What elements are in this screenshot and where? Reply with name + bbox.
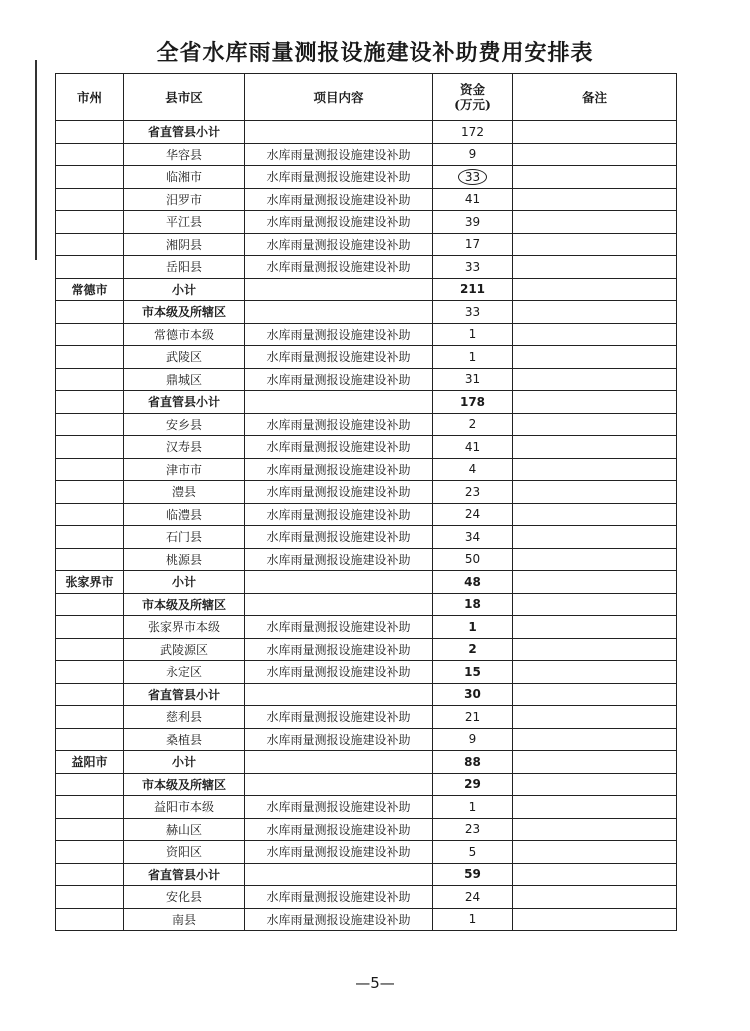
table-row xyxy=(56,413,677,436)
cell-project: 水库雨量测报设施建设补助 xyxy=(245,728,433,751)
table-row xyxy=(56,886,677,909)
cell-county: 华容县 xyxy=(124,143,245,166)
cell-county: 汨罗市 xyxy=(124,188,245,211)
cell-county: 省直管县小计 xyxy=(124,121,245,144)
cell-project: 水库雨量测报设施建设补助 xyxy=(245,323,433,346)
header-amount-line2: (万元) xyxy=(454,97,491,112)
cell-remark xyxy=(513,346,677,369)
cell-amount: 48 xyxy=(433,571,513,594)
header-city: 市州 xyxy=(56,74,124,121)
cell-city: 常德市 xyxy=(56,278,124,301)
table-row xyxy=(56,526,677,549)
cell-project: 水库雨量测报设施建设补助 xyxy=(245,346,433,369)
cell-amount: 59 xyxy=(433,863,513,886)
cell-project: 水库雨量测报设施建设补助 xyxy=(245,188,433,211)
cell-project xyxy=(245,683,433,706)
cell-city xyxy=(56,143,124,166)
cell-city xyxy=(56,256,124,279)
cell-project xyxy=(245,863,433,886)
table-row xyxy=(56,661,677,684)
cell-amount: 1 xyxy=(433,323,513,346)
cell-city xyxy=(56,301,124,324)
table-row xyxy=(56,728,677,751)
cell-city xyxy=(56,638,124,661)
circled-amount: 33 xyxy=(458,169,487,185)
cell-project xyxy=(245,593,433,616)
cell-project: 水库雨量测报设施建设补助 xyxy=(245,143,433,166)
table-row xyxy=(56,458,677,481)
cell-city xyxy=(56,773,124,796)
cell-city xyxy=(56,616,124,639)
cell-county: 武陵区 xyxy=(124,346,245,369)
cell-county: 南县 xyxy=(124,908,245,931)
table-row xyxy=(56,503,677,526)
table-row xyxy=(56,278,677,301)
table-row xyxy=(56,233,677,256)
scan-margin-mark xyxy=(35,60,37,260)
cell-remark xyxy=(513,571,677,594)
cell-city xyxy=(56,886,124,909)
table-body xyxy=(56,121,677,931)
table-row xyxy=(56,706,677,729)
cell-county: 赫山区 xyxy=(124,818,245,841)
table-row xyxy=(56,616,677,639)
cell-project: 水库雨量测报设施建设补助 xyxy=(245,481,433,504)
cell-city xyxy=(56,368,124,391)
cell-remark xyxy=(513,863,677,886)
cell-county: 常德市本级 xyxy=(124,323,245,346)
cell-city xyxy=(56,818,124,841)
cell-project: 水库雨量测报设施建设补助 xyxy=(245,886,433,909)
cell-city xyxy=(56,503,124,526)
cell-amount: 30 xyxy=(433,683,513,706)
cell-remark xyxy=(513,661,677,684)
cell-county: 慈利县 xyxy=(124,706,245,729)
cell-project: 水库雨量测报设施建设补助 xyxy=(245,458,433,481)
table-row xyxy=(56,211,677,234)
cell-city xyxy=(56,526,124,549)
cell-remark xyxy=(513,728,677,751)
cell-city xyxy=(56,908,124,931)
cell-amount: 9 xyxy=(433,728,513,751)
cell-amount: 33 xyxy=(433,301,513,324)
cell-remark xyxy=(513,188,677,211)
cell-project: 水库雨量测报设施建设补助 xyxy=(245,661,433,684)
table-row xyxy=(56,256,677,279)
cell-remark xyxy=(513,458,677,481)
cell-remark xyxy=(513,751,677,774)
cell-remark xyxy=(513,233,677,256)
cell-amount: 24 xyxy=(433,503,513,526)
cell-amount: 29 xyxy=(433,773,513,796)
cell-county: 澧县 xyxy=(124,481,245,504)
cell-city xyxy=(56,593,124,616)
cell-project: 水库雨量测报设施建设补助 xyxy=(245,796,433,819)
cell-project: 水库雨量测报设施建设补助 xyxy=(245,233,433,256)
cell-remark xyxy=(513,841,677,864)
cell-county: 鼎城区 xyxy=(124,368,245,391)
cell-county: 临澧县 xyxy=(124,503,245,526)
cell-project xyxy=(245,773,433,796)
cell-amount: 9 xyxy=(433,143,513,166)
cell-amount: 33 xyxy=(433,256,513,279)
cell-city xyxy=(56,706,124,729)
cell-city xyxy=(56,346,124,369)
cell-amount: 4 xyxy=(433,458,513,481)
header-amount xyxy=(433,74,513,121)
cell-project xyxy=(245,301,433,324)
table-row xyxy=(56,593,677,616)
table-row xyxy=(56,841,677,864)
cell-remark xyxy=(513,436,677,459)
cell-project: 水库雨量测报设施建设补助 xyxy=(245,841,433,864)
cell-city xyxy=(56,796,124,819)
header-county: 县市区 xyxy=(124,74,245,121)
cell-county: 临湘市 xyxy=(124,166,245,189)
cell-city xyxy=(56,323,124,346)
cell-project xyxy=(245,121,433,144)
table-row xyxy=(56,548,677,571)
cell-amount: 39 xyxy=(433,211,513,234)
table-row xyxy=(56,346,677,369)
cell-amount: 18 xyxy=(433,593,513,616)
cell-remark xyxy=(513,413,677,436)
cell-amount: 17 xyxy=(433,233,513,256)
cell-remark xyxy=(513,278,677,301)
cell-city xyxy=(56,166,124,189)
cell-remark xyxy=(513,593,677,616)
table-row xyxy=(56,188,677,211)
cell-city xyxy=(56,728,124,751)
cell-remark xyxy=(513,796,677,819)
cell-remark xyxy=(513,143,677,166)
cell-amount: 41 xyxy=(433,436,513,459)
cell-county: 永定区 xyxy=(124,661,245,684)
cell-amount: 1 xyxy=(433,796,513,819)
cell-county: 小计 xyxy=(124,751,245,774)
cell-project: 水库雨量测报设施建设补助 xyxy=(245,368,433,391)
cell-amount: 34 xyxy=(433,526,513,549)
cell-remark xyxy=(513,211,677,234)
table-row xyxy=(56,481,677,504)
cell-project: 水库雨量测报设施建设补助 xyxy=(245,413,433,436)
table-row xyxy=(56,121,677,144)
cell-remark xyxy=(513,391,677,414)
cell-remark xyxy=(513,526,677,549)
cell-amount: 15 xyxy=(433,661,513,684)
cell-remark xyxy=(513,121,677,144)
header-remark: 备注 xyxy=(513,74,677,121)
cell-remark xyxy=(513,638,677,661)
cell-county: 省直管县小计 xyxy=(124,683,245,706)
cell-remark xyxy=(513,616,677,639)
cell-amount: 24 xyxy=(433,886,513,909)
table-row xyxy=(56,166,677,189)
cell-city xyxy=(56,436,124,459)
table-row xyxy=(56,301,677,324)
table-row xyxy=(56,773,677,796)
cell-amount: 1 xyxy=(433,616,513,639)
cell-remark xyxy=(513,166,677,189)
table-row xyxy=(56,323,677,346)
cell-county: 益阳市本级 xyxy=(124,796,245,819)
cell-county: 小计 xyxy=(124,278,245,301)
cell-amount: 2 xyxy=(433,638,513,661)
cell-city xyxy=(56,233,124,256)
table-header-row xyxy=(56,74,677,121)
cell-project xyxy=(245,278,433,301)
cell-amount: 211 xyxy=(433,278,513,301)
cell-county: 岳阳县 xyxy=(124,256,245,279)
cell-remark xyxy=(513,481,677,504)
cell-city xyxy=(56,863,124,886)
cell-project xyxy=(245,391,433,414)
allocation-table xyxy=(55,73,677,931)
cell-county: 市本级及所辖区 xyxy=(124,301,245,324)
cell-project: 水库雨量测报设施建设补助 xyxy=(245,818,433,841)
cell-amount: 178 xyxy=(433,391,513,414)
cell-remark xyxy=(513,301,677,324)
cell-county: 石门县 xyxy=(124,526,245,549)
cell-city xyxy=(56,841,124,864)
cell-project: 水库雨量测报设施建设补助 xyxy=(245,548,433,571)
cell-remark xyxy=(513,368,677,391)
cell-remark xyxy=(513,683,677,706)
cell-city: 张家界市 xyxy=(56,571,124,594)
cell-remark xyxy=(513,706,677,729)
cell-amount: 31 xyxy=(433,368,513,391)
cell-county: 市本级及所辖区 xyxy=(124,773,245,796)
cell-remark xyxy=(513,323,677,346)
cell-city xyxy=(56,413,124,436)
cell-city: 益阳市 xyxy=(56,751,124,774)
table-row xyxy=(56,908,677,931)
table-row xyxy=(56,143,677,166)
cell-county: 汉寿县 xyxy=(124,436,245,459)
cell-project: 水库雨量测报设施建设补助 xyxy=(245,616,433,639)
cell-city xyxy=(56,188,124,211)
cell-city xyxy=(56,211,124,234)
cell-project: 水库雨量测报设施建设补助 xyxy=(245,256,433,279)
cell-amount: 23 xyxy=(433,481,513,504)
cell-project: 水库雨量测报设施建设补助 xyxy=(245,211,433,234)
cell-county: 张家界市本级 xyxy=(124,616,245,639)
cell-county: 资阳区 xyxy=(124,841,245,864)
cell-amount: 23 xyxy=(433,818,513,841)
cell-city xyxy=(56,481,124,504)
table-row xyxy=(56,571,677,594)
cell-remark xyxy=(513,908,677,931)
cell-city xyxy=(56,683,124,706)
cell-project: 水库雨量测报设施建设补助 xyxy=(245,166,433,189)
cell-remark xyxy=(513,886,677,909)
header-project: 项目内容 xyxy=(245,74,433,121)
cell-county: 安乡县 xyxy=(124,413,245,436)
cell-amount: 5 xyxy=(433,841,513,864)
cell-remark xyxy=(513,503,677,526)
cell-county: 平江县 xyxy=(124,211,245,234)
cell-amount: 21 xyxy=(433,706,513,729)
cell-amount: 172 xyxy=(433,121,513,144)
cell-remark xyxy=(513,818,677,841)
cell-amount: 41 xyxy=(433,188,513,211)
cell-project xyxy=(245,571,433,594)
table-row xyxy=(56,391,677,414)
cell-county: 湘阴县 xyxy=(124,233,245,256)
table-row xyxy=(56,683,677,706)
cell-amount: 1 xyxy=(433,908,513,931)
cell-project: 水库雨量测报设施建设补助 xyxy=(245,436,433,459)
cell-remark xyxy=(513,256,677,279)
cell-amount: 50 xyxy=(433,548,513,571)
cell-county: 省直管县小计 xyxy=(124,863,245,886)
cell-project: 水库雨量测报设施建设补助 xyxy=(245,503,433,526)
cell-remark xyxy=(513,773,677,796)
page-number: —5— xyxy=(355,974,395,992)
cell-county: 桑植县 xyxy=(124,728,245,751)
cell-amount: 88 xyxy=(433,751,513,774)
cell-amount: 1 xyxy=(433,346,513,369)
table-row xyxy=(56,638,677,661)
page-title: 全省水库雨量测报设施建设补助费用安排表 xyxy=(156,40,594,66)
table-row xyxy=(56,751,677,774)
cell-project: 水库雨量测报设施建设补助 xyxy=(245,908,433,931)
table-row xyxy=(56,863,677,886)
cell-county: 省直管县小计 xyxy=(124,391,245,414)
cell-city xyxy=(56,661,124,684)
cell-county: 小计 xyxy=(124,571,245,594)
cell-city xyxy=(56,548,124,571)
table-row xyxy=(56,436,677,459)
cell-county: 津市市 xyxy=(124,458,245,481)
cell-county: 安化县 xyxy=(124,886,245,909)
cell-project: 水库雨量测报设施建设补助 xyxy=(245,638,433,661)
cell-city xyxy=(56,121,124,144)
cell-city xyxy=(56,458,124,481)
header-amount-line1: 资金 xyxy=(459,82,485,97)
cell-county: 武陵源区 xyxy=(124,638,245,661)
table-row xyxy=(56,796,677,819)
cell-project: 水库雨量测报设施建设补助 xyxy=(245,706,433,729)
cell-amount: 2 xyxy=(433,413,513,436)
cell-remark xyxy=(513,548,677,571)
table-row xyxy=(56,818,677,841)
cell-city xyxy=(56,391,124,414)
table-row xyxy=(56,368,677,391)
cell-project: 水库雨量测报设施建设补助 xyxy=(245,526,433,549)
cell-amount xyxy=(433,166,513,189)
cell-county: 市本级及所辖区 xyxy=(124,593,245,616)
cell-project xyxy=(245,751,433,774)
cell-county: 桃源县 xyxy=(124,548,245,571)
